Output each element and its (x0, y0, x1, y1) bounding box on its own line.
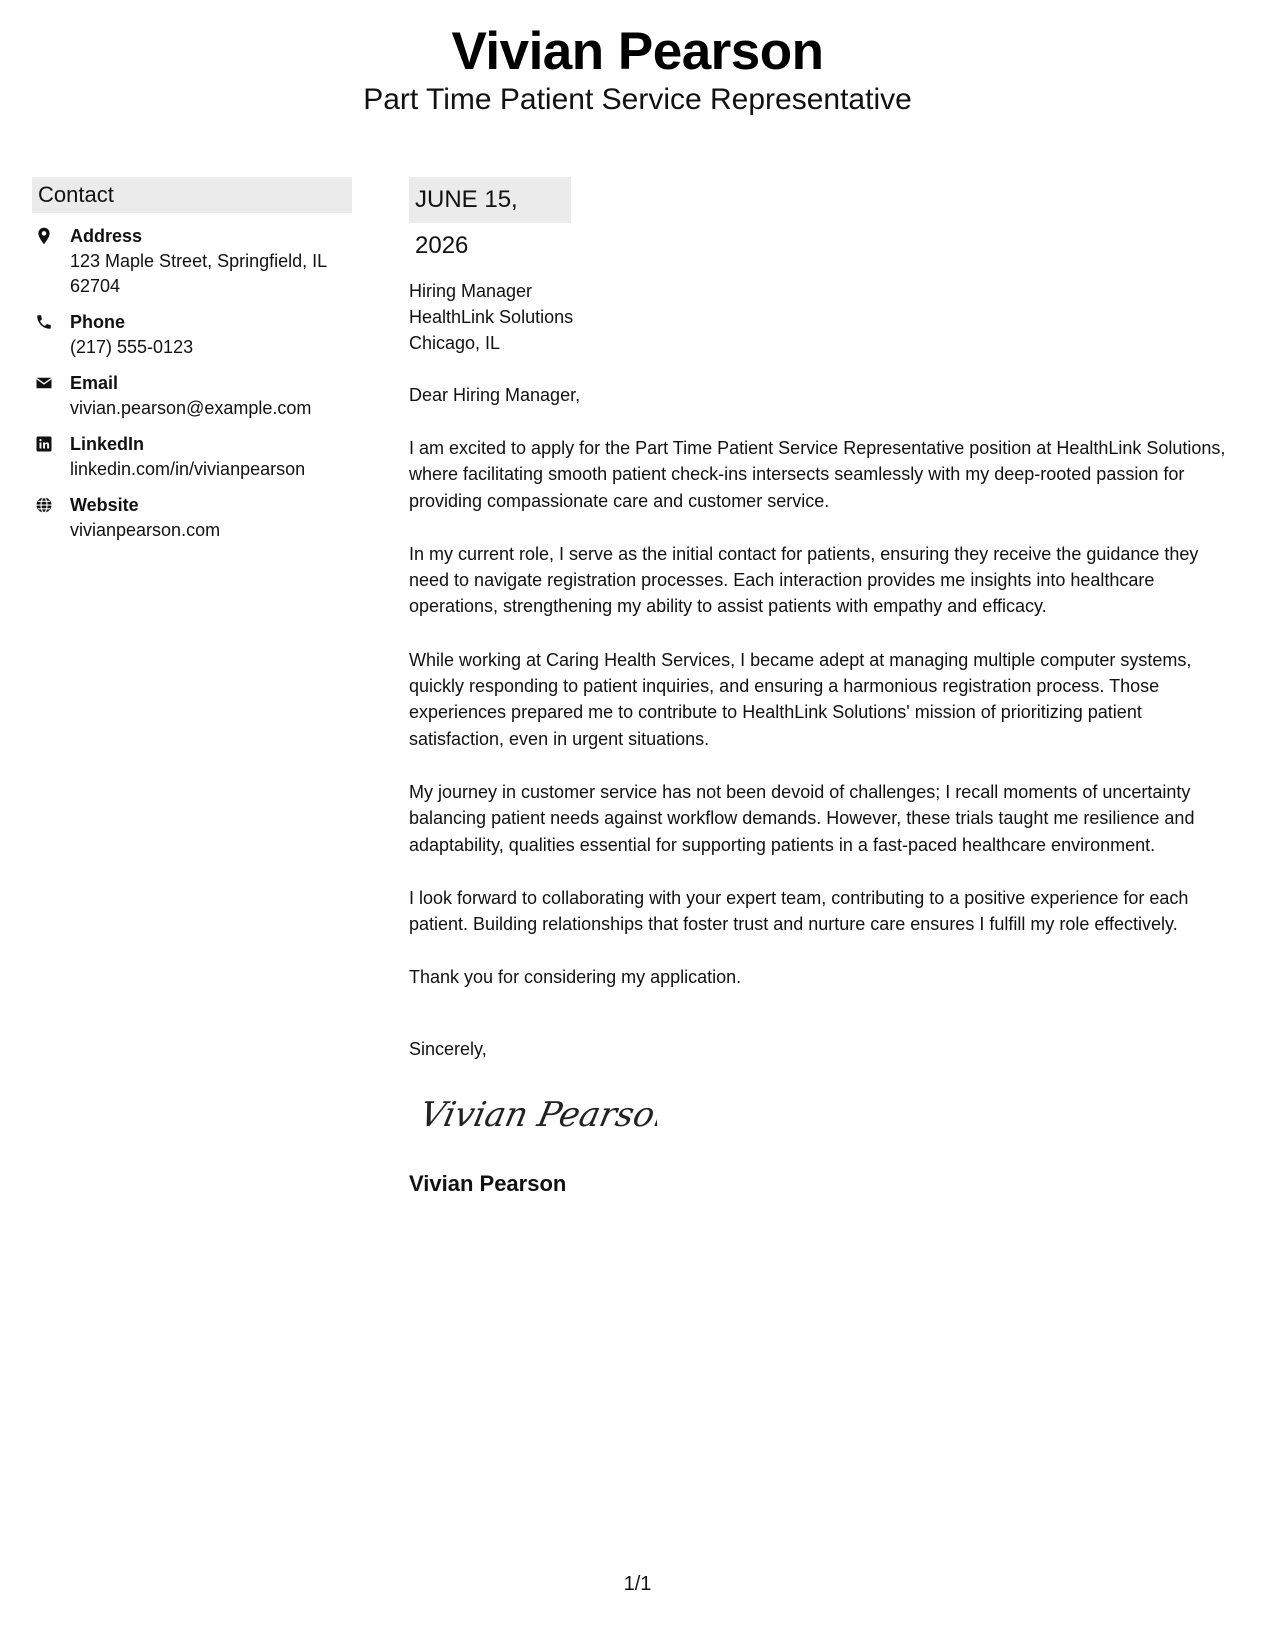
website-value: vivianpearson.com (70, 520, 221, 540)
applicant-name: Vivian Pearson (451, 22, 824, 81)
contact-address (32, 224, 352, 299)
contact-linkedin (32, 432, 352, 482)
letter-date: JUNE 15, 2026 (409, 177, 571, 223)
letter-paragraph: I am excited to apply for the Part Time Patient Service Representative position at HealthLink Solutions, where facilitating smooth patient check-ins intersects seamlessly with my deep-rooted passion for providing compassionate care and customer service. (409, 438, 1226, 511)
email-label: Email (70, 373, 119, 393)
phone-value: (217) 555-0123 (70, 337, 194, 357)
recipient-block (409, 278, 1239, 356)
contact-phone (32, 310, 352, 360)
recipient-line: Hiring Manager (409, 281, 533, 301)
letter-header (0, 22, 1275, 118)
phone-label: Phone (70, 312, 126, 332)
website-label: Website (70, 495, 139, 515)
contact-website (32, 493, 352, 543)
signed-name: Vivian Pearson (409, 1170, 567, 1196)
phone-icon (35, 313, 53, 331)
recipient-line: HealthLink Solutions (409, 307, 574, 327)
linkedin-value: linkedin.com/in/vivianpearson (70, 459, 306, 479)
handwritten-signature (417, 1084, 657, 1144)
linkedin-label: LinkedIn (70, 434, 145, 454)
letter-body (409, 177, 1239, 1199)
contact-sidebar (32, 177, 352, 543)
svg-text:Vivian Pearson: Vivian Pearson (417, 1095, 657, 1135)
linkedin-icon (35, 435, 53, 453)
address-line-1: 123 Maple Street, Springfield, IL (70, 251, 328, 271)
email-value: vivian.pearson@example.com (70, 398, 312, 418)
letter-paragraph: In my current role, I serve as the initial contact for patients, ensuring they receive the guidance they need to navigate registration processes. Each interaction provides me insights into healthcare operations, strengthening my ability to assist patients with empathy and efficacy. (409, 543, 1199, 617)
letter-paragraph: I look forward to collaborating with your expert team, contributing to a positive experience for each patient. Building relationships that foster trust and nurture care ensures I fulfill my role effectively. (409, 887, 1189, 935)
salutation: Dear Hiring Manager, (409, 385, 581, 405)
contact-email (32, 371, 352, 421)
letter-paragraph: Thank you for considering my application. (409, 967, 742, 988)
address-line-2: 62704 (70, 276, 121, 296)
letter-paragraph: My journey in customer service has not been devoid of challenges; I recall moments of uncertainty balancing patient needs against workflow demands. However, these trials taught me resilience and adaptability, qualities essential for supporting patients in a fast-paced healthcare environment. (409, 781, 1195, 855)
globe-icon (35, 496, 53, 514)
map-pin-icon (35, 227, 53, 245)
envelope-icon (35, 374, 53, 392)
job-title: Part Time Patient Service Representative (363, 83, 912, 116)
address-label: Address (70, 226, 143, 246)
letter-paragraph: While working at Caring Health Services, I became adept at managing multiple computer systems, quickly responding to patient inquiries, and ensuring a harmonious registration process. Those experiences prepared me to contribute to HealthLink Solutions' mission of prioritizing patient satisfaction, even in urgent situations. (409, 649, 1192, 749)
recipient-line: Chicago, IL (409, 333, 501, 353)
page-number: 1/1 (623, 1573, 652, 1595)
contact-section-title: Contact (32, 177, 352, 213)
closing: Sincerely, (409, 1038, 487, 1059)
